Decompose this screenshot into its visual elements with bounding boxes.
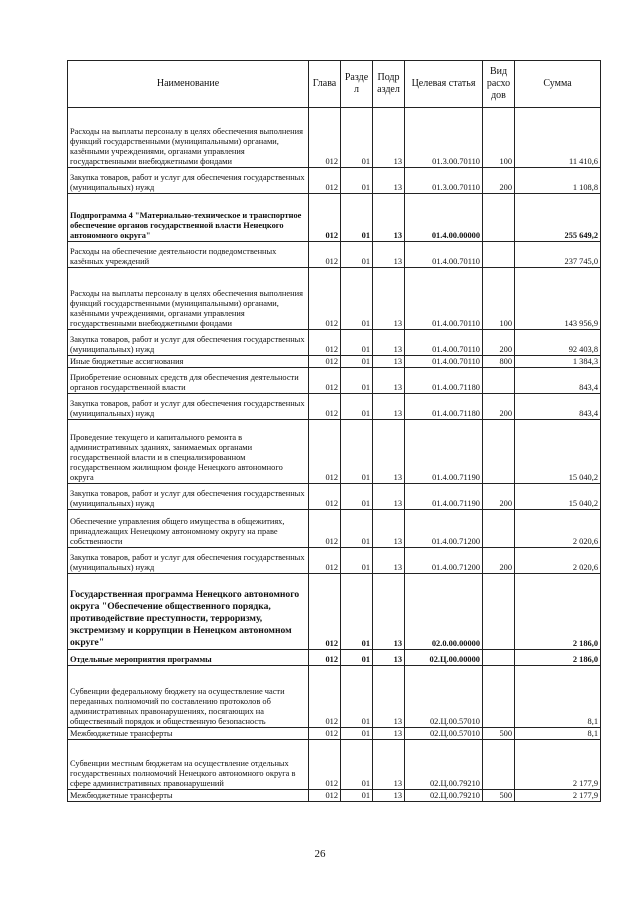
cell-glava: 012 bbox=[309, 242, 341, 268]
cell-sum: 15 040,2 bbox=[515, 420, 601, 484]
cell-glava: 012 bbox=[309, 356, 341, 368]
cell-name: Расходы на выплаты персоналу в целях обеспечения выполнения функций государственными (муниципальными) органами, казёнными учреждениями, органами управления государственными внебюджетными фондами bbox=[68, 268, 309, 330]
cell-vid: 200 bbox=[483, 394, 515, 420]
cell-sum: 2 177,9 bbox=[515, 740, 601, 790]
table-row bbox=[68, 740, 601, 790]
cell-name: Межбюджетные трансферты bbox=[68, 728, 309, 740]
cell-podrazdel: 13 bbox=[373, 548, 405, 574]
cell-sum: 1 384,3 bbox=[515, 356, 601, 368]
cell-razdel: 01 bbox=[341, 484, 373, 510]
cell-name: Государственная программа Ненецкого автономного округа "Обеспечение общественного порядка, противодействие преступности, терроризму, экстремизму и коррупции в Ненецком автономном округе" bbox=[68, 574, 309, 650]
cell-razdel: 01 bbox=[341, 330, 373, 356]
cell-target: 01.4.00.70110 bbox=[405, 268, 483, 330]
cell-podrazdel: 13 bbox=[373, 168, 405, 194]
table-row bbox=[68, 510, 601, 548]
cell-podrazdel: 13 bbox=[373, 510, 405, 548]
cell-target: 01.4.00.71200 bbox=[405, 548, 483, 574]
cell-vid: 200 bbox=[483, 330, 515, 356]
cell-vid bbox=[483, 242, 515, 268]
table-row bbox=[68, 330, 601, 356]
cell-vid bbox=[483, 420, 515, 484]
cell-sum: 237 745,0 bbox=[515, 242, 601, 268]
cell-target: 02.Ц.00.57010 bbox=[405, 666, 483, 728]
cell-podrazdel: 13 bbox=[373, 574, 405, 650]
cell-podrazdel: 13 bbox=[373, 242, 405, 268]
cell-target: 02.Ц.00.57010 bbox=[405, 728, 483, 740]
cell-name: Расходы на обеспечение деятельности подведомственных казённых учреждений bbox=[68, 242, 309, 268]
cell-sum: 843,4 bbox=[515, 394, 601, 420]
cell-glava: 012 bbox=[309, 650, 341, 666]
cell-name: Межбюджетные трансферты bbox=[68, 790, 309, 802]
cell-podrazdel: 13 bbox=[373, 268, 405, 330]
cell-glava: 012 bbox=[309, 740, 341, 790]
table-row bbox=[68, 356, 601, 368]
table-row bbox=[68, 650, 601, 666]
cell-glava: 012 bbox=[309, 574, 341, 650]
cell-vid bbox=[483, 510, 515, 548]
cell-podrazdel: 13 bbox=[373, 728, 405, 740]
table-row bbox=[68, 574, 601, 650]
cell-vid: 800 bbox=[483, 356, 515, 368]
cell-vid: 200 bbox=[483, 168, 515, 194]
cell-name: Обеспечение управления общего имущества в общежитиях, принадлежащих Ненецкому автономному округу на праве собственности bbox=[68, 510, 309, 548]
cell-sum: 2 186,0 bbox=[515, 650, 601, 666]
cell-vid bbox=[483, 194, 515, 242]
table-row bbox=[68, 728, 601, 740]
cell-glava: 012 bbox=[309, 484, 341, 510]
cell-podrazdel: 13 bbox=[373, 330, 405, 356]
table-header-row bbox=[68, 61, 601, 108]
cell-razdel: 01 bbox=[341, 420, 373, 484]
cell-razdel: 01 bbox=[341, 168, 373, 194]
cell-name: Приобретение основных средств для обеспечения деятельности органов государственной власти bbox=[68, 368, 309, 394]
cell-target: 01.4.00.71190 bbox=[405, 420, 483, 484]
cell-podrazdel: 13 bbox=[373, 356, 405, 368]
cell-razdel: 01 bbox=[341, 242, 373, 268]
cell-sum: 2 020,6 bbox=[515, 548, 601, 574]
table-row bbox=[68, 242, 601, 268]
header-target: Целевая статья bbox=[405, 61, 483, 108]
cell-razdel: 01 bbox=[341, 356, 373, 368]
cell-podrazdel: 13 bbox=[373, 194, 405, 242]
cell-sum: 92 403,8 bbox=[515, 330, 601, 356]
cell-glava: 012 bbox=[309, 330, 341, 356]
cell-razdel: 01 bbox=[341, 740, 373, 790]
table-row bbox=[68, 368, 601, 394]
cell-sum: 1 108,8 bbox=[515, 168, 601, 194]
cell-vid bbox=[483, 574, 515, 650]
cell-name: Иные бюджетные ассигнования bbox=[68, 356, 309, 368]
header-name: Наименование bbox=[68, 61, 309, 108]
cell-glava: 012 bbox=[309, 420, 341, 484]
cell-podrazdel: 13 bbox=[373, 420, 405, 484]
header-sum: Сумма bbox=[515, 61, 601, 108]
cell-razdel: 01 bbox=[341, 548, 373, 574]
budget-table bbox=[67, 60, 601, 802]
header-vid: Вид расхо дов bbox=[483, 61, 515, 108]
cell-razdel: 01 bbox=[341, 368, 373, 394]
cell-razdel: 01 bbox=[341, 268, 373, 330]
cell-name: Расходы на выплаты персоналу в целях обеспечения выполнения функций государственными (муниципальными) органами, казёнными учреждениями, органами управления государственными внебюджетными фондами bbox=[68, 108, 309, 168]
cell-name: Проведение текущего и капитального ремонта в административных зданиях, занимаемых органами государственной власти и в специализированном государственном жилищном фонде Ненецкого автономного округа bbox=[68, 420, 309, 484]
cell-target: 02.Ц.00.79210 bbox=[405, 740, 483, 790]
cell-vid: 100 bbox=[483, 108, 515, 168]
cell-name: Субвенции местным бюджетам на осуществление отдельных государственных полномочий Ненецкого автономного округа в сфере административных правонарушений bbox=[68, 740, 309, 790]
cell-vid bbox=[483, 740, 515, 790]
cell-razdel: 01 bbox=[341, 728, 373, 740]
cell-target: 01.4.00.71200 bbox=[405, 510, 483, 548]
cell-vid bbox=[483, 666, 515, 728]
cell-target: 01.4.00.71190 bbox=[405, 484, 483, 510]
cell-glava: 012 bbox=[309, 368, 341, 394]
cell-vid: 500 bbox=[483, 728, 515, 740]
cell-podrazdel: 13 bbox=[373, 740, 405, 790]
cell-sum: 8,1 bbox=[515, 666, 601, 728]
header-podrazdel: Подр аздел bbox=[373, 61, 405, 108]
cell-podrazdel: 13 bbox=[373, 394, 405, 420]
cell-glava: 012 bbox=[309, 790, 341, 802]
cell-sum: 2 177,9 bbox=[515, 790, 601, 802]
header-glava: Глава bbox=[309, 61, 341, 108]
cell-target: 01.4.00.70110 bbox=[405, 330, 483, 356]
cell-name: Закупка товаров, работ и услуг для обеспечения государственных (муниципальных) нужд bbox=[68, 394, 309, 420]
cell-target: 01.4.00.70110 bbox=[405, 242, 483, 268]
cell-podrazdel: 13 bbox=[373, 666, 405, 728]
cell-razdel: 01 bbox=[341, 194, 373, 242]
cell-sum: 2 020,6 bbox=[515, 510, 601, 548]
cell-sum: 11 410,6 bbox=[515, 108, 601, 168]
cell-razdel: 01 bbox=[341, 790, 373, 802]
cell-podrazdel: 13 bbox=[373, 484, 405, 510]
cell-razdel: 01 bbox=[341, 394, 373, 420]
cell-vid bbox=[483, 368, 515, 394]
cell-glava: 012 bbox=[309, 194, 341, 242]
cell-razdel: 01 bbox=[341, 108, 373, 168]
cell-podrazdel: 13 bbox=[373, 790, 405, 802]
cell-sum: 2 186,0 bbox=[515, 574, 601, 650]
cell-name: Закупка товаров, работ и услуг для обеспечения государственных (муниципальных) нужд bbox=[68, 168, 309, 194]
cell-glava: 012 bbox=[309, 268, 341, 330]
cell-name: Подпрограмма 4 "Материально-техническое и транспортное обеспечение органов государственной власти Ненецкого автономного округа" bbox=[68, 194, 309, 242]
cell-vid: 200 bbox=[483, 548, 515, 574]
cell-sum: 15 040,2 bbox=[515, 484, 601, 510]
cell-target: 02.0.00.00000 bbox=[405, 574, 483, 650]
cell-target: 01.4.00.71180 bbox=[405, 394, 483, 420]
cell-target: 01.4.00.00000 bbox=[405, 194, 483, 242]
cell-target: 01.3.00.70110 bbox=[405, 168, 483, 194]
cell-target: 01.4.00.71180 bbox=[405, 368, 483, 394]
header-razdel: Разде л bbox=[341, 61, 373, 108]
cell-vid: 500 bbox=[483, 790, 515, 802]
cell-glava: 012 bbox=[309, 108, 341, 168]
cell-target: 02.Ц.00.79210 bbox=[405, 790, 483, 802]
cell-name: Закупка товаров, работ и услуг для обеспечения государственных (муниципальных) нужд bbox=[68, 330, 309, 356]
cell-sum: 8,1 bbox=[515, 728, 601, 740]
cell-glava: 012 bbox=[309, 728, 341, 740]
table-row bbox=[68, 194, 601, 242]
cell-target: 01.3.00.70110 bbox=[405, 108, 483, 168]
table-row bbox=[68, 268, 601, 330]
cell-sum: 143 956,9 bbox=[515, 268, 601, 330]
cell-razdel: 01 bbox=[341, 666, 373, 728]
cell-podrazdel: 13 bbox=[373, 650, 405, 666]
cell-name: Субвенции федеральному бюджету на осуществление части переданных полномочий по составлению протоколов об административных правонарушениях, посягающих на общественный порядок и общественную безопасность bbox=[68, 666, 309, 728]
table-row bbox=[68, 394, 601, 420]
cell-target: 02.Ц.00.00000 bbox=[405, 650, 483, 666]
cell-podrazdel: 13 bbox=[373, 368, 405, 394]
cell-vid bbox=[483, 650, 515, 666]
table-row bbox=[68, 484, 601, 510]
cell-name: Закупка товаров, работ и услуг для обеспечения государственных (муниципальных) нужд bbox=[68, 548, 309, 574]
table-row bbox=[68, 168, 601, 194]
cell-target: 01.4.00.70110 bbox=[405, 356, 483, 368]
cell-podrazdel: 13 bbox=[373, 108, 405, 168]
cell-sum: 255 649,2 bbox=[515, 194, 601, 242]
cell-name: Закупка товаров, работ и услуг для обеспечения государственных (муниципальных) нужд bbox=[68, 484, 309, 510]
cell-sum: 843,4 bbox=[515, 368, 601, 394]
cell-razdel: 01 bbox=[341, 510, 373, 548]
cell-vid: 200 bbox=[483, 484, 515, 510]
table-row bbox=[68, 108, 601, 168]
table-row bbox=[68, 548, 601, 574]
cell-glava: 012 bbox=[309, 510, 341, 548]
cell-name: Отдельные мероприятия программы bbox=[68, 650, 309, 666]
cell-glava: 012 bbox=[309, 666, 341, 728]
table-row bbox=[68, 666, 601, 728]
cell-razdel: 01 bbox=[341, 574, 373, 650]
cell-glava: 012 bbox=[309, 548, 341, 574]
cell-glava: 012 bbox=[309, 394, 341, 420]
cell-vid: 100 bbox=[483, 268, 515, 330]
table-row bbox=[68, 790, 601, 802]
page-number: 26 bbox=[314, 848, 326, 860]
table-row bbox=[68, 420, 601, 484]
cell-razdel: 01 bbox=[341, 650, 373, 666]
cell-glava: 012 bbox=[309, 168, 341, 194]
